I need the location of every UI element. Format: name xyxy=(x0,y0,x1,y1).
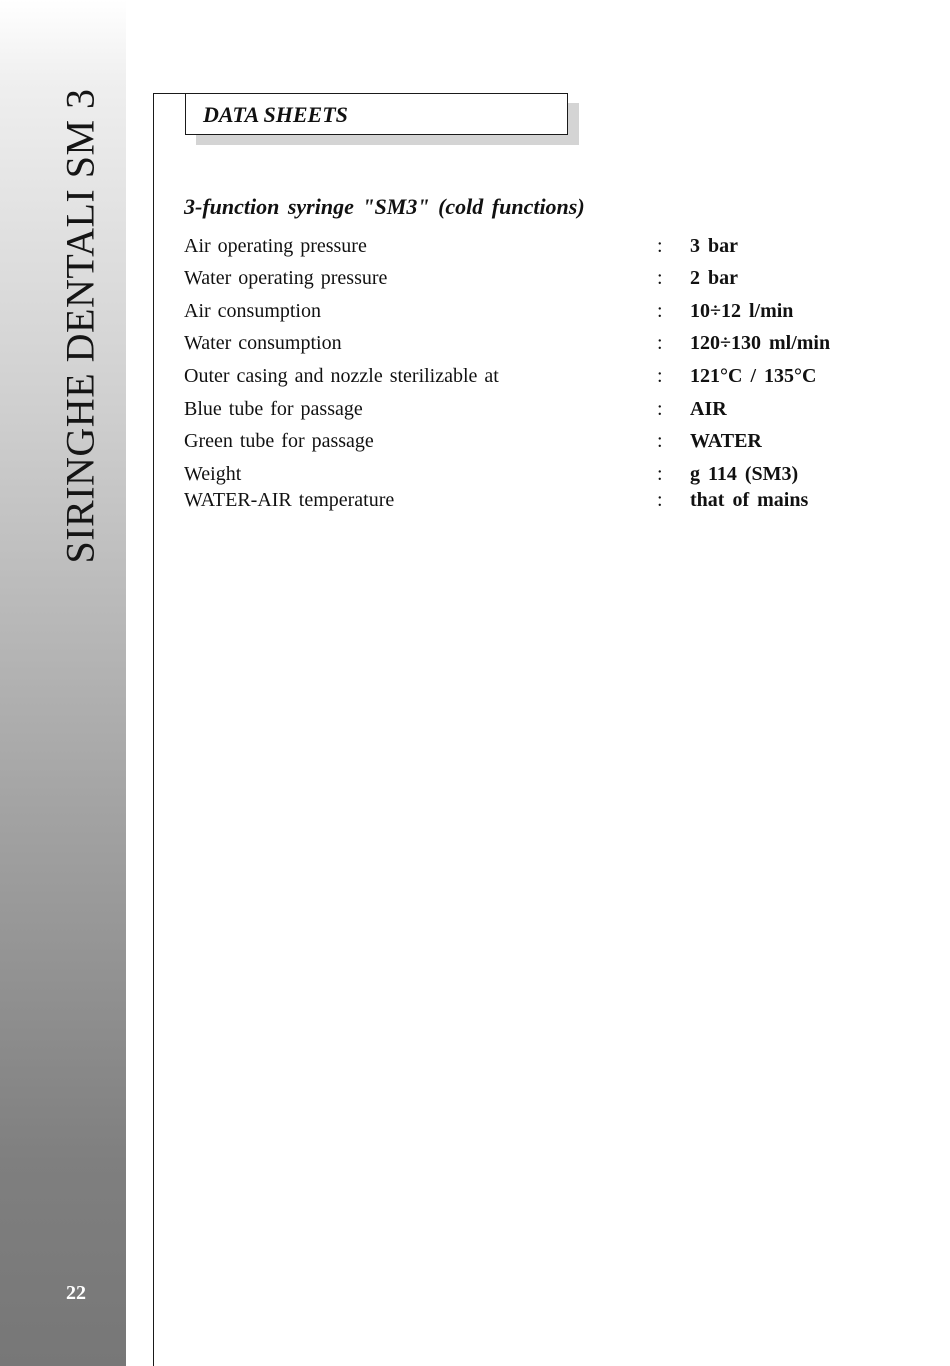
margin-rule xyxy=(153,93,154,1366)
header-title: DATA SHEETS xyxy=(203,102,348,127)
spec-value: that of mains xyxy=(690,489,809,511)
spec-value: WATER xyxy=(690,430,762,452)
spec-separator: : xyxy=(657,235,663,257)
spec-separator: : xyxy=(657,463,663,485)
spec-value: g 114 (SM3) xyxy=(690,463,799,485)
spec-value: 10÷12 l/min xyxy=(690,300,794,322)
spec-separator: : xyxy=(657,365,663,387)
spec-label: Air operating pressure xyxy=(184,235,367,257)
spec-separator: : xyxy=(657,430,663,452)
spec-row xyxy=(184,489,884,515)
spec-row xyxy=(184,398,884,424)
spec-label: Blue tube for passage xyxy=(184,398,363,420)
spec-row xyxy=(184,430,884,456)
header-connector-rule xyxy=(153,93,185,94)
spec-row xyxy=(184,267,884,293)
spec-separator: : xyxy=(657,489,663,511)
spec-label: Water operating pressure xyxy=(184,267,388,289)
spec-label: Water consumption xyxy=(184,332,342,354)
side-title: SIRINGHE DENTALI SM 3 xyxy=(57,88,103,564)
spec-label: Weight xyxy=(184,463,242,485)
spec-label: Air consumption xyxy=(184,300,321,322)
spec-separator: : xyxy=(657,398,663,420)
spec-value: 3 bar xyxy=(690,235,738,257)
spec-row xyxy=(184,235,884,261)
spec-label: Outer casing and nozzle sterilizable at xyxy=(184,365,499,387)
spec-row xyxy=(184,463,884,489)
spec-label: Green tube for passage xyxy=(184,430,374,452)
spec-label: WATER-AIR temperature xyxy=(184,489,395,511)
spec-row xyxy=(184,365,884,391)
spec-value: AIR xyxy=(690,398,727,420)
spec-value: 121°C / 135°C xyxy=(690,365,817,387)
spec-row xyxy=(184,332,884,358)
spec-row xyxy=(184,300,884,326)
spec-separator: : xyxy=(657,332,663,354)
spec-value: 2 bar xyxy=(690,267,738,289)
page-number: 22 xyxy=(66,1282,86,1304)
header-box xyxy=(185,93,568,135)
spec-value: 120÷130 ml/min xyxy=(690,332,831,354)
spec-separator: : xyxy=(657,267,663,289)
spec-separator: : xyxy=(657,300,663,322)
section-title: 3-function syringe "SM3" (cold functions) xyxy=(184,194,585,219)
